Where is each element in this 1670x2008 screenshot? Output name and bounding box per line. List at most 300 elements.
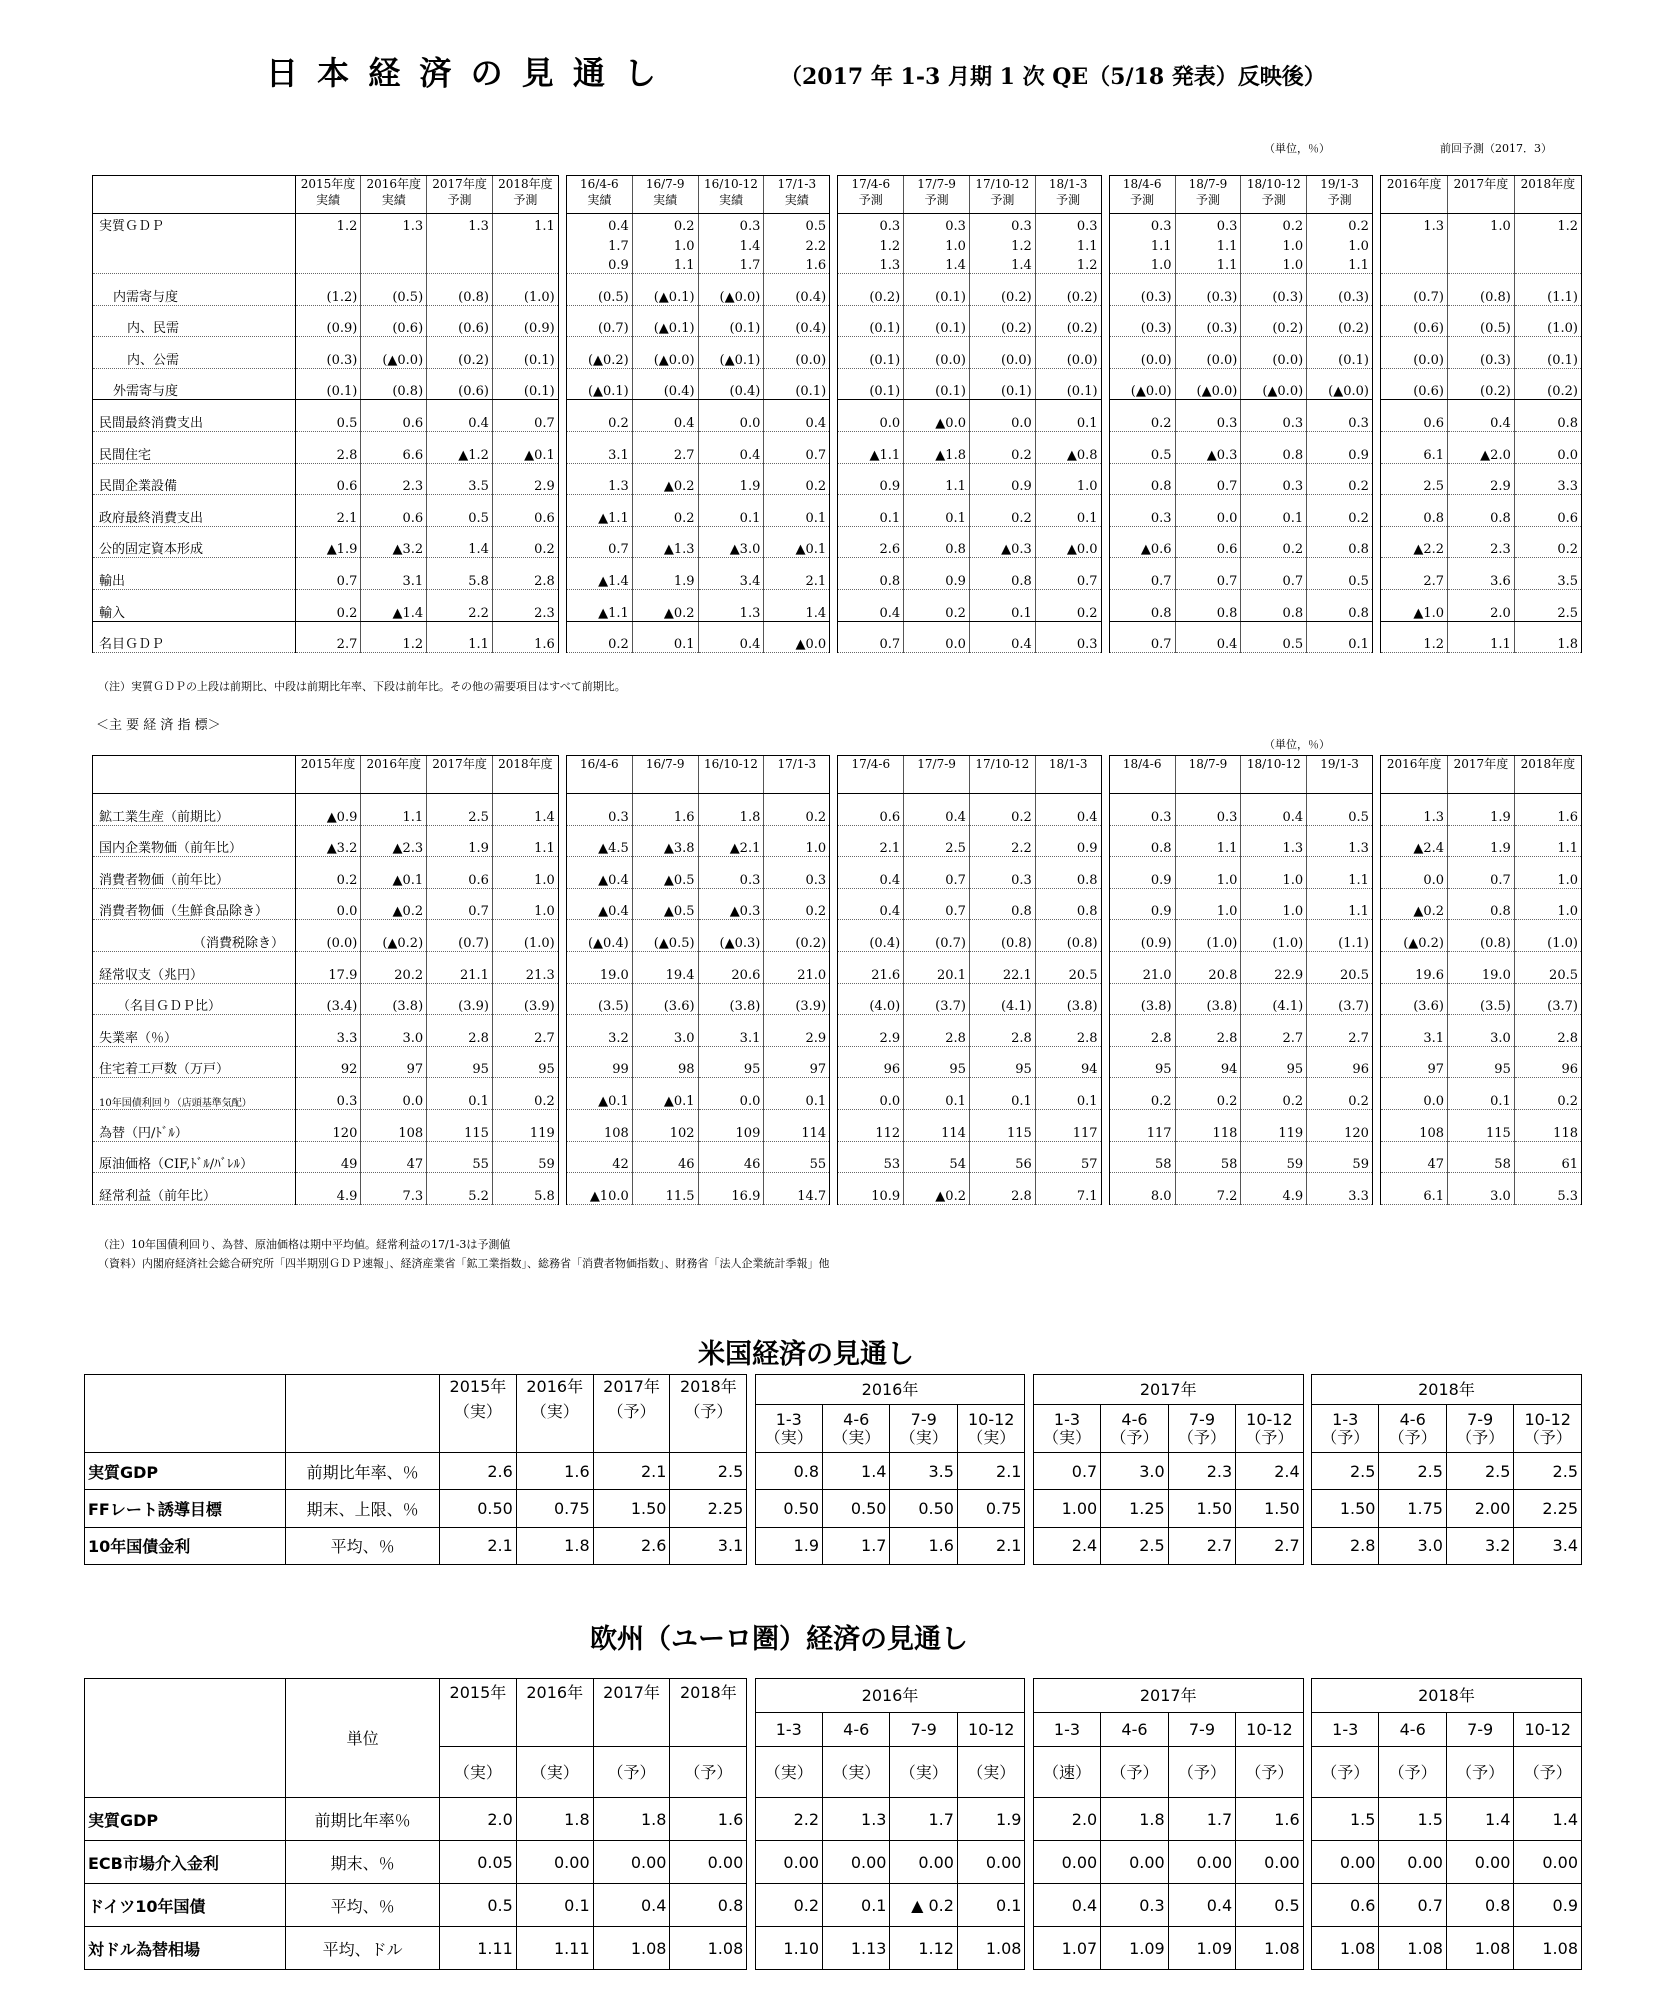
year-header [670,1679,747,1747]
quarter-header [1311,1405,1378,1453]
data-cell: 0.0 [698,400,764,432]
data-cell: 1.08 [1446,1927,1513,1970]
data-cell: 2.6 [593,1527,670,1564]
data-cell: ▲0.8 [1035,431,1101,463]
quarter-sub: （予） [1523,1427,1572,1447]
data-cell: (0.2) [1241,305,1307,337]
data-cell: 0.4 [1033,1884,1100,1927]
data-cell: (0.4) [838,920,904,952]
year-sub: （予） [607,1402,656,1421]
data-cell: 0.3 [838,214,904,234]
table-row [93,888,1582,920]
japan-title: 日 本 経 済 の 見 通 し [266,54,660,92]
data-cell: 1.9 [755,1527,822,1564]
data-cell: 96 [1307,1046,1373,1078]
column-header-period: 2016年度 [1386,177,1442,191]
data-cell: (▲0.0) [698,274,764,306]
data-cell: 0.7 [1109,621,1175,653]
data-cell: 0.1 [1241,495,1307,527]
data-cell: ▲0.3 [969,526,1035,558]
data-cell: 0.4 [1241,794,1307,826]
data-cell: (0.7) [427,920,493,952]
data-cell: (▲0.2) [361,920,427,952]
data-cell: 0.9 [838,463,904,495]
data-cell: 0.5 [1109,431,1175,463]
data-cell: 0.00 [1514,1841,1582,1884]
data-cell: 1.3 [1307,825,1373,857]
data-cell: 2.5 [1446,1453,1513,1490]
data-cell: 2.7 [632,431,698,463]
data-cell: 1.4 [1446,1798,1513,1841]
data-cell: 46 [698,1141,764,1173]
data-cell: 3.3 [1514,463,1581,495]
data-cell: 0.2 [1035,589,1101,621]
column-header [698,176,764,214]
data-cell: (1.2) [295,274,361,306]
data-cell: 0.6 [1311,1884,1378,1927]
data-cell: 0.3 [904,214,970,234]
data-cell: (0.2) [1514,368,1581,400]
data-cell: 3.5 [890,1453,957,1490]
data-cell: 1.3 [566,463,632,495]
row-label: （消費税除き） [93,920,296,952]
data-cell: 2.9 [838,1015,904,1047]
table-row [93,274,1582,306]
data-cell: 0.8 [1381,495,1448,527]
data-cell: 1.4 [492,794,558,826]
data-cell: 0.6 [1514,495,1581,527]
table-row [93,234,1582,254]
data-cell: 0.8 [969,558,1035,590]
data-cell: 2.7 [1241,1015,1307,1047]
data-cell: 0.7 [427,888,493,920]
data-cell: 99 [566,1046,632,1078]
quarter-sub: （予） [1514,1747,1582,1798]
year-group-header: 2017年 [1033,1679,1303,1713]
row-label: 内、民需 [93,305,296,337]
data-cell: 46 [632,1141,698,1173]
data-cell: 108 [566,1109,632,1141]
data-cell [1448,254,1515,274]
data-cell: 2.2 [969,825,1035,857]
data-cell: 0.4 [698,431,764,463]
data-cell: 2.5 [1514,589,1581,621]
data-cell: 0.1 [969,589,1035,621]
data-cell [1381,234,1448,254]
quarter-header [1168,1405,1235,1453]
table-row [93,1078,1582,1110]
data-cell: (3.9) [427,983,493,1015]
quarter-label: 7-9 [1467,1409,1494,1429]
data-cell: 1.4 [698,234,764,254]
column-header [1035,756,1101,794]
data-cell: 0.1 [838,495,904,527]
data-cell: 0.3 [1035,214,1101,234]
data-cell: 0.4 [566,214,632,234]
data-cell: 0.2 [1307,495,1373,527]
quarter-label: 10-12 [1524,1409,1571,1429]
data-cell: 0.8 [755,1453,822,1490]
data-cell: 1.4 [1514,1798,1582,1841]
data-cell: (0.5) [1448,305,1515,337]
data-cell: (0.1) [492,368,558,400]
data-cell: 2.2 [764,234,830,254]
data-cell: 0.9 [566,254,632,274]
column-header-period: 19/1-3 [1320,757,1359,771]
data-cell: 0.3 [1175,400,1241,432]
data-cell: 0.00 [1446,1841,1513,1884]
quarter-header [1236,1713,1304,1747]
row-label: 10年国債金利 [85,1527,286,1564]
data-cell: 0.7 [566,526,632,558]
data-cell [361,254,427,274]
data-cell: 0.0 [969,400,1035,432]
data-cell: 2.9 [492,463,558,495]
column-header-type: 予測 [1327,193,1352,207]
data-cell: 97 [1381,1046,1448,1078]
data-cell: 0.2 [566,621,632,653]
data-cell: 6.1 [1381,431,1448,463]
data-cell: 2.8 [1175,1015,1241,1047]
column-header-type: 実績 [381,193,406,207]
data-cell: 7.3 [361,1173,427,1205]
column-header [361,176,427,214]
column-header [1035,176,1101,214]
column-header-period: 16/10-12 [704,757,758,771]
quarter-label: 10-12 [967,1409,1015,1429]
data-cell: 0.7 [904,857,970,889]
data-cell: 1.8 [516,1798,593,1841]
data-cell: 1.7 [698,254,764,274]
data-cell: 96 [838,1046,904,1078]
quarter-sub: （予） [1236,1747,1304,1798]
column-header-period: 18/7-9 [1188,757,1228,771]
data-cell: 0.00 [823,1841,890,1884]
year-label: 2017年 [603,1683,660,1702]
data-cell: 95 [427,1046,493,1078]
row-label [93,234,296,254]
column-header [1514,756,1581,794]
data-cell: 0.5 [1307,558,1373,590]
data-cell: ▲0.2 [632,463,698,495]
data-cell: 2.2 [427,589,493,621]
data-cell: 2.3 [1448,526,1515,558]
quarter-label: 4-6 [843,1720,870,1739]
column-header [1514,176,1581,214]
data-cell: 3.2 [566,1015,632,1047]
data-cell: 1.2 [361,621,427,653]
data-cell: 0.9 [1035,825,1101,857]
column-header-period: 17/1-3 [777,757,817,771]
previous-forecast-label: 前回予測（2017．3） [1440,142,1552,155]
column-header [566,176,632,214]
data-cell: ▲1.3 [632,526,698,558]
data-cell: 95 [698,1046,764,1078]
data-cell: ▲1.9 [295,526,361,558]
column-header [1241,176,1307,214]
data-cell: 0.2 [492,1078,558,1110]
data-cell: (0.3) [1175,274,1241,306]
data-cell: 95 [969,1046,1035,1078]
data-cell: 1.2 [1381,621,1448,653]
row-label: 原油価格（CIF,ﾄﾞﾙ/ﾊﾞﾚﾙ） [93,1141,296,1173]
data-cell: 0.2 [632,214,698,234]
data-cell: 0.50 [440,1490,517,1527]
row-label: 経常収支（兆円） [93,951,296,983]
data-cell: (0.2) [1307,305,1373,337]
year-sub: （予） [684,1402,733,1421]
data-cell: 0.3 [1241,463,1307,495]
quarter-sub: （予） [1446,1747,1513,1798]
data-cell: 0.2 [492,526,558,558]
data-cell: 0.00 [890,1841,957,1884]
data-cell: 0.2 [1175,1078,1241,1110]
column-header-type: 実績 [718,193,743,207]
data-cell: 0.00 [957,1841,1025,1884]
data-cell: (3.6) [632,983,698,1015]
year-header [440,1679,517,1747]
data-cell: 2.8 [492,558,558,590]
data-cell: (1.1) [1307,920,1373,952]
data-cell: (0.8) [361,368,427,400]
data-cell: 14.7 [764,1173,830,1205]
year-group-header: 2016年 [755,1375,1025,1405]
data-cell: (1.0) [492,274,558,306]
data-cell: 94 [1035,1046,1101,1078]
data-cell: (3.6) [1381,983,1448,1015]
row-label: 消費者物価（前年比） [93,857,296,889]
quarter-label: 4-6 [1399,1720,1426,1739]
column-header [1448,176,1515,214]
data-cell: 0.00 [1033,1841,1100,1884]
quarter-label: 7-9 [910,1720,937,1739]
column-header [427,176,493,214]
data-cell: 0.4 [838,589,904,621]
quarter-sub: （速） [1033,1747,1100,1798]
quarter-sub: （実） [764,1427,813,1447]
data-cell: (3.9) [492,983,558,1015]
data-cell: (0.9) [1109,920,1175,952]
data-cell: 1.6 [492,621,558,653]
data-cell: (0.2) [427,337,493,369]
row-label: 実質GDP [85,1453,286,1490]
data-cell: (3.9) [764,983,830,1015]
data-cell: 1.4 [823,1453,890,1490]
data-cell: 1.3 [838,254,904,274]
data-cell: 115 [969,1109,1035,1141]
row-label: 民間企業設備 [93,463,296,495]
data-cell: 20.5 [1307,951,1373,983]
year-sub: （実） [453,1402,502,1421]
data-cell: (3.8) [1035,983,1101,1015]
quarter-label: 10-12 [1246,1409,1293,1429]
data-cell: (0.1) [969,368,1035,400]
data-cell: (0.0) [969,337,1035,369]
data-cell: 0.2 [1241,526,1307,558]
quarter-label: 7-9 [1467,1720,1494,1739]
data-cell: (0.1) [838,337,904,369]
data-cell: 0.8 [1109,589,1175,621]
quarter-header [755,1713,822,1747]
data-cell: 3.2 [1446,1527,1513,1564]
indicators-table [92,755,1582,1205]
row-label: 実質GDP [85,1798,286,1841]
data-cell: 59 [492,1141,558,1173]
data-cell: (▲0.0) [1175,368,1241,400]
data-cell: 1.0 [1307,234,1373,254]
data-cell: 1.08 [1514,1927,1582,1970]
data-cell: ▲2.1 [698,825,764,857]
data-cell: 55 [764,1141,830,1173]
unit-header: 単位 [286,1679,440,1798]
data-cell: 1.0 [1241,888,1307,920]
quarter-header [1033,1405,1100,1453]
unit-header [286,1375,440,1453]
data-cell: 0.2 [1514,1078,1581,1110]
data-cell: 8.0 [1109,1173,1175,1205]
data-cell: 3.3 [1307,1173,1373,1205]
data-cell: 1.3 [698,589,764,621]
quarter-header [755,1405,822,1453]
quarter-label: 1-3 [775,1409,802,1429]
data-cell: 0.2 [1514,526,1581,558]
column-header [1381,176,1448,214]
data-cell: 1.3 [1381,794,1448,826]
data-cell: 0.00 [516,1841,593,1884]
data-cell: 0.2 [1109,1078,1175,1110]
data-cell: (0.6) [1381,368,1448,400]
data-cell: (▲0.0) [1307,368,1373,400]
data-cell: 1.0 [1514,857,1581,889]
data-cell: (0.3) [1448,337,1515,369]
data-cell: 0.8 [1446,1884,1513,1927]
data-cell: 1.3 [1381,214,1448,234]
data-cell: 0.6 [427,857,493,889]
data-cell: 0.00 [755,1841,822,1884]
column-header [764,176,830,214]
quarter-sub: （予） [1168,1747,1235,1798]
quarter-sub: （実） [832,1427,881,1447]
table-row [93,214,1582,234]
table-row [85,1490,1582,1527]
data-cell: 0.1 [1448,1078,1515,1110]
data-cell: ▲1.1 [838,431,904,463]
data-cell: 0.2 [1307,214,1373,234]
column-header-period: 2016年度 [366,757,422,771]
data-cell: 0.4 [904,794,970,826]
data-cell: (0.5) [566,274,632,306]
gdp-note: （注）実質ＧＤＰの上段は前期比、中段は前期比年率、下段は前年比。その他の需要項目はすべて前期比。 [98,680,626,693]
column-header-period: 2018年度 [1520,177,1576,191]
data-cell: 1.1 [492,825,558,857]
data-cell: 2.1 [593,1453,670,1490]
year-header [440,1375,517,1453]
data-cell: ▲0.5 [632,857,698,889]
data-cell: 1.13 [823,1927,890,1970]
column-header-type: 実績 [653,193,678,207]
quarter-label: 1-3 [1332,1720,1359,1739]
data-cell: 0.4 [764,400,830,432]
data-cell: ▲4.5 [566,825,632,857]
data-cell: 0.9 [904,558,970,590]
column-header [1109,176,1175,214]
data-cell: 2.8 [1311,1527,1378,1564]
column-header-type: 予測 [447,193,472,207]
data-cell: 1.10 [755,1927,822,1970]
data-cell: 2.5 [670,1453,747,1490]
data-cell: (0.6) [1381,305,1448,337]
year-sub: （実） [530,1402,579,1421]
data-cell: 3.1 [698,1015,764,1047]
data-cell: 0.00 [1101,1841,1168,1884]
data-cell: 3.0 [1379,1527,1446,1564]
data-cell: 2.5 [1381,463,1448,495]
data-cell: 2.5 [1514,1453,1582,1490]
data-cell: 22.1 [969,951,1035,983]
quarter-header [1033,1713,1100,1747]
data-cell: 0.7 [295,558,361,590]
quarter-label: 4-6 [843,1409,870,1429]
column-header [838,756,904,794]
data-cell: 0.6 [295,463,361,495]
table-row [93,526,1582,558]
year-header [670,1375,747,1453]
year-group-header: 2018年 [1311,1679,1581,1713]
data-cell: 1.1 [1514,825,1581,857]
column-header-period: 19/1-3 [1320,177,1359,191]
data-cell: (▲0.2) [1381,920,1448,952]
data-cell: 0.6 [361,495,427,527]
year-sub: （実） [516,1747,593,1798]
data-cell: 0.1 [904,495,970,527]
data-cell: 0.8 [670,1884,747,1927]
data-cell: 0.3 [1035,621,1101,653]
column-header [632,756,698,794]
column-header-period: 2017年度 [432,177,487,191]
table-row [93,463,1582,495]
data-cell: (3.5) [566,983,632,1015]
data-cell: 0.2 [755,1884,822,1927]
data-cell: 56 [969,1141,1035,1173]
data-cell: 3.0 [1448,1015,1515,1047]
data-cell: 21.3 [492,951,558,983]
eu-title: 欧州（ユーロ圏）経済の見通し [590,1624,968,1655]
data-cell: 53 [838,1141,904,1173]
data-cell: (0.0) [1035,337,1101,369]
data-cell: 1.6 [516,1453,593,1490]
data-cell: 19.0 [566,951,632,983]
column-header-period: 17/4-6 [851,757,891,771]
quarter-header [1379,1405,1446,1453]
data-cell: (0.8) [427,274,493,306]
data-cell: 0.5 [440,1884,517,1927]
data-cell: (0.0) [764,337,830,369]
data-cell: 0.0 [698,1078,764,1110]
quarter-header [1446,1713,1513,1747]
data-cell: 6.6 [361,431,427,463]
year-group-header: 2017年 [1033,1375,1303,1405]
column-header [1307,756,1373,794]
data-cell: (0.2) [1035,305,1101,337]
eu-forecast-table [84,1678,1582,1970]
data-cell: 115 [427,1109,493,1141]
data-cell: 0.7 [1379,1884,1446,1927]
table-row [85,1798,1582,1841]
quarter-header [890,1405,957,1453]
table-row [93,495,1582,527]
data-cell: 0.5 [295,400,361,432]
data-cell: 1.7 [890,1798,957,1841]
